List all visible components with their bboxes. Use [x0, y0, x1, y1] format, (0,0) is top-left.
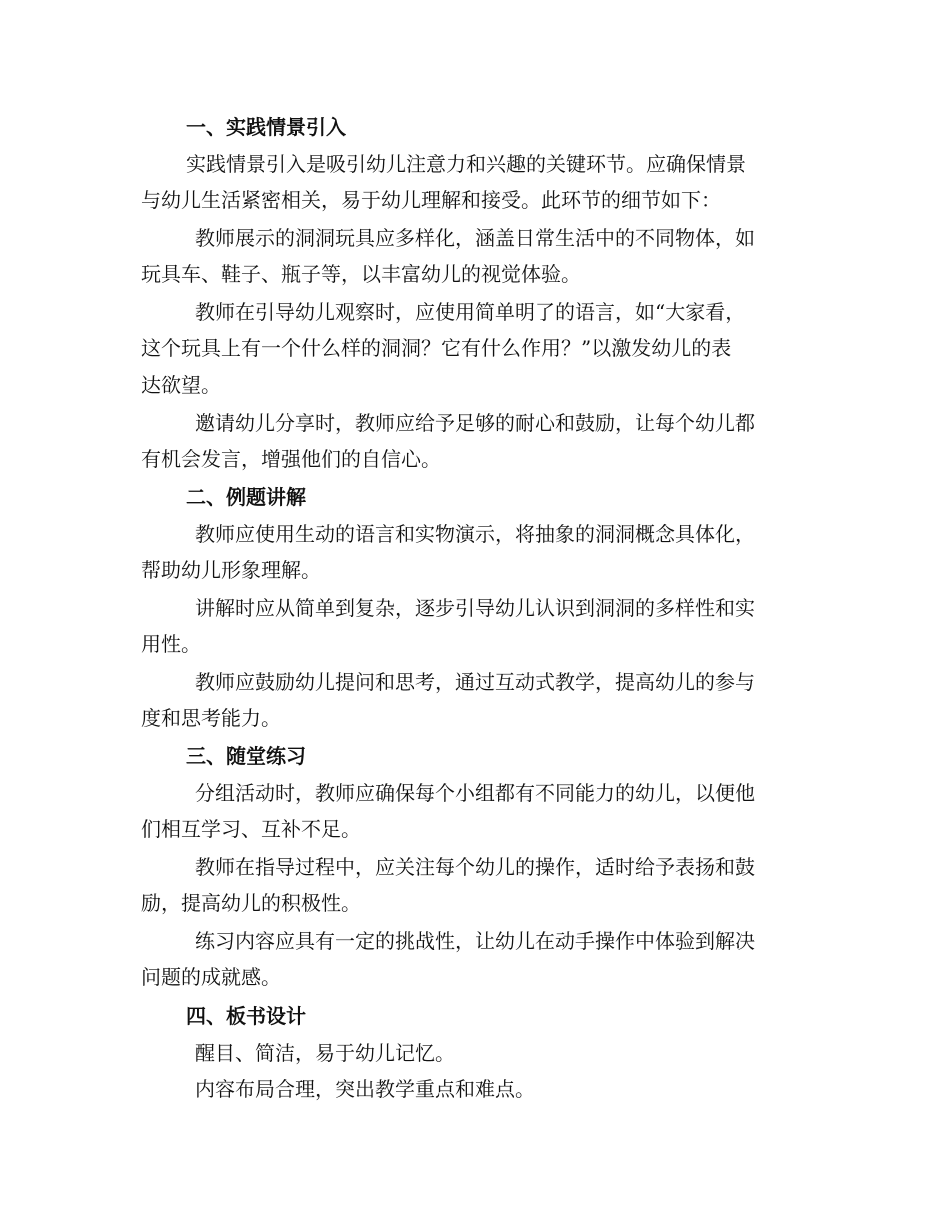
paragraph-line: 教师展示的洞洞玩具应多样化，涵盖日常生活中的不同物体，如	[195, 226, 755, 250]
paragraph-line: 用性。	[141, 632, 201, 656]
paragraph-line: 邀请幼儿分享时，教师应给予足够的耐心和鼓励，让每个幼儿都	[195, 411, 755, 435]
paragraph-line: 有机会发言，增强他们的自信心。	[141, 447, 441, 471]
paragraph-line: 玩具车、鞋子、瓶子等，以丰富幼儿的视觉体验。	[141, 262, 581, 286]
paragraph-line: 度和思考能力。	[141, 706, 281, 730]
section-heading: 三、随堂练习	[186, 744, 306, 768]
section-heading: 一、实践情景引入	[186, 115, 346, 139]
section-heading: 二、例题讲解	[186, 485, 306, 509]
section-heading: 四、板书设计	[186, 1004, 306, 1028]
paragraph-line: 与幼儿生活紧密相关，易于幼儿理解和接受。此环节的细节如下：	[141, 188, 721, 212]
paragraph-line: 问题的成就感。	[141, 965, 281, 989]
paragraph-line: 教师在指导过程中，应关注每个幼儿的操作，适时给予表扬和鼓	[195, 855, 755, 879]
paragraph-line: 这个玩具上有一个什么样的洞洞？它有什么作用？”以激发幼儿的表	[141, 336, 732, 360]
paragraph-line: 内容布局合理，突出教学重点和难点。	[195, 1077, 535, 1101]
paragraph-line: 讲解时应从简单到复杂，逐步引导幼儿认识到洞洞的多样性和实	[195, 596, 755, 620]
paragraph-line: 分组活动时，教师应确保每个小组都有不同能力的幼儿，以便他	[195, 781, 755, 805]
paragraph-line: 教师应鼓励幼儿提问和思考，通过互动式教学，提高幼儿的参与	[195, 670, 755, 694]
paragraph-line: 实践情景引入是吸引幼儿注意力和兴趣的关键环节。应确保情景	[186, 152, 746, 176]
paragraph-line: 教师在引导幼儿观察时，应使用简单明了的语言，如“大家看，	[195, 300, 746, 324]
paragraph-line: 练习内容应具有一定的挑战性，让幼儿在动手操作中体验到解决	[195, 929, 755, 953]
paragraph-line: 励，提高幼儿的积极性。	[141, 891, 361, 915]
paragraph-line: 帮助幼儿形象理解。	[141, 558, 321, 582]
paragraph-line: 们相互学习、互补不足。	[141, 817, 361, 841]
paragraph-line: 醒目、简洁，易于幼儿记忆。	[195, 1041, 455, 1065]
paragraph-line: 教师应使用生动的语言和实物演示，将抽象的洞洞概念具体化，	[195, 522, 755, 546]
paragraph-line: 达欲望。	[141, 373, 221, 397]
